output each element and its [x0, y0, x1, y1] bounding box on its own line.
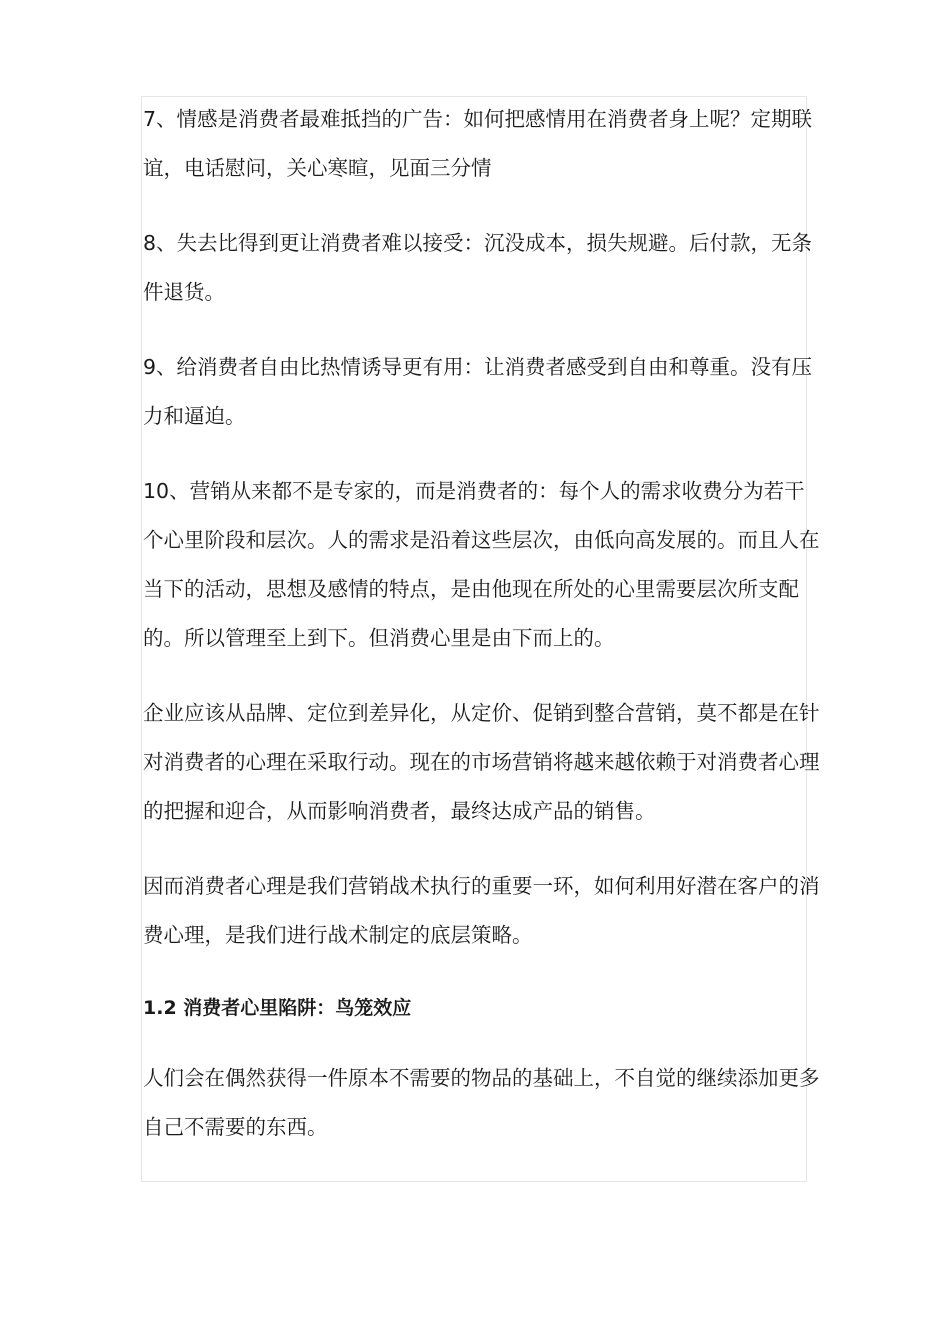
- paragraph-enterprise: 企业应该从品牌、定位到差异化，从定价、促销到整合营销，莫不都是在针对消费者的心理在采取行动。现在的市场营销将越来越依赖于对消费者心理的把握和迎合，从而影响消费者，最终达成产品的销售。: [143, 701, 820, 823]
- paragraph-item-10: 10、营销从来都不是专家的，而是消费者的：每个人的需求收费分为若干个心里阶段和层次。人的需求是沿着这些层次，由低向高发展的。而且人在当下的活动，思想及感情的特点，是由他现在所处的心里需要层次所支配的。所以管理至上到下。但消费心里是由下而上的。: [143, 479, 820, 650]
- section-paragraph: 人们会在偶然获得一件原本不需要的物品的基础上，不自觉的继续添加更多自己不需要的东西。: [143, 1066, 820, 1139]
- section-heading: 1.2 消费者心里陷阱：鸟笼效应: [143, 997, 412, 1019]
- paragraph-item-7: 7、情感是消费者最难抵挡的广告：如何把感情用在消费者身上呢？定期联谊，电话慰问，关心寒暄，见面三分情: [143, 107, 813, 180]
- paragraph-item-9: 9、给消费者自由比热情诱导更有用：让消费者感受到自由和尊重。没有压力和逼迫。: [143, 355, 813, 428]
- paragraph-conclusion: 因而消费者心理是我们营销战术执行的重要一环，如何利用好潜在客户的消费心理，是我们进行战术制定的底层策略。: [143, 874, 820, 947]
- document-body: [143, 95, 823, 1178]
- paragraph-item-8: 8、失去比得到更让消费者难以接受：沉没成本，损失规避。后付款，无条件退货。: [143, 231, 813, 304]
